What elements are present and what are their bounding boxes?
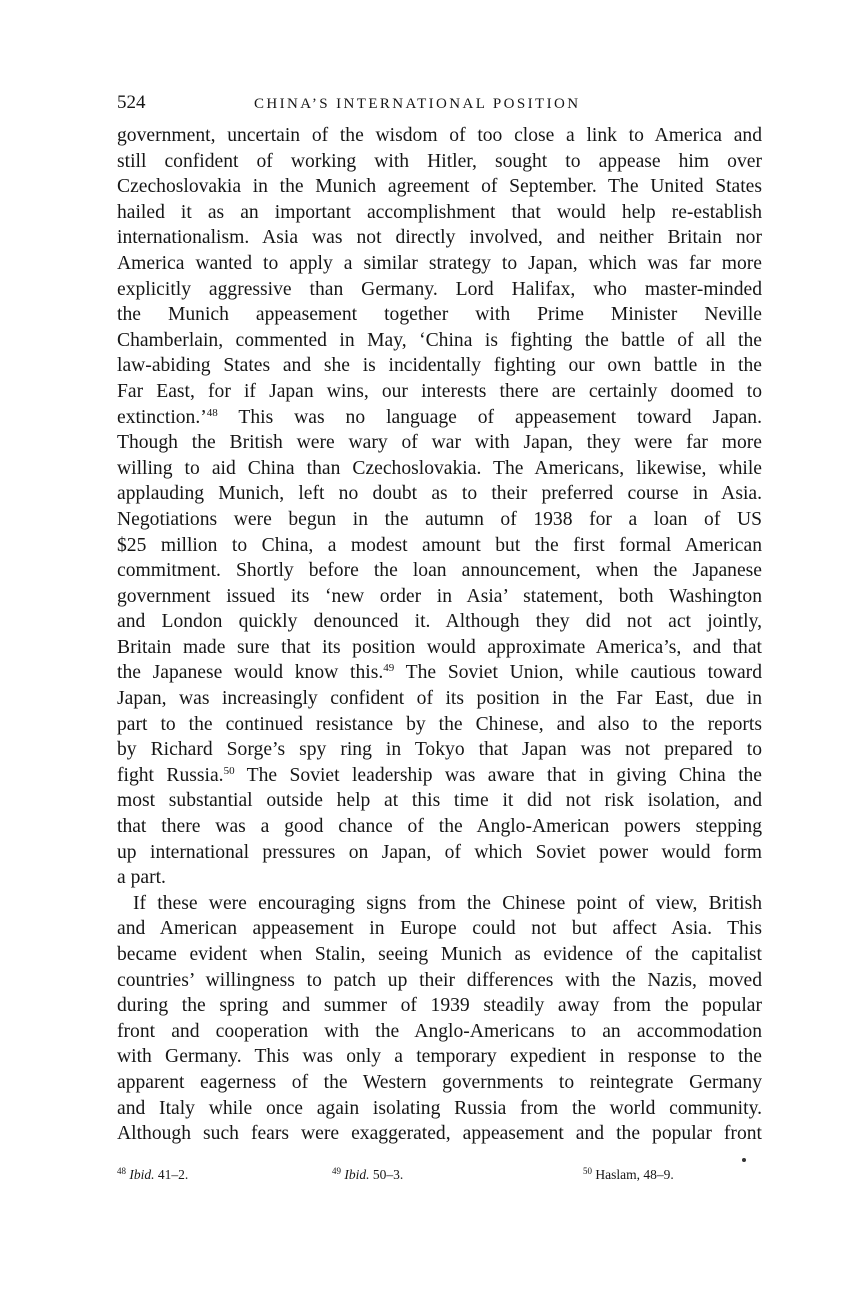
text-line — [117, 584, 762, 610]
text-line — [117, 430, 762, 456]
text-line — [117, 123, 762, 149]
text-line — [117, 302, 762, 328]
text-line-content: still confident of working with Hitler, sought to appease him over — [117, 150, 762, 172]
footnote-pages: Haslam, 48–9. — [595, 1167, 674, 1182]
text-line-content: the Japanese would know this. — [117, 662, 384, 684]
text-line-content: Although such fears were exaggerated, appeasement and the popular front — [117, 1123, 762, 1145]
footnotes — [117, 1166, 762, 1188]
text-line-content: by Richard Sorge’s spy ring in Tokyo that Japan was not prepared to — [117, 739, 762, 761]
text-line — [117, 712, 762, 738]
footnote-pages: 41–2. — [154, 1167, 189, 1182]
footnote-pages: 50–3. — [369, 1167, 404, 1182]
print-mark — [742, 1158, 746, 1162]
text-line-content: America wanted to apply a similar strategy to Japan, which was far more — [117, 252, 762, 274]
text-line-content: If these were encouraging signs from the Chinese point of view, British — [133, 892, 762, 914]
text-line — [117, 609, 762, 635]
text-line — [117, 558, 762, 584]
text-line-continuation: The Soviet leadership was aware that in giving China the — [234, 764, 762, 786]
text-line-content: Far East, for if Japan wins, our interests there are certainly doomed to — [117, 380, 762, 402]
text-line-content: that there was a good chance of the Anglo-American powers stepping — [117, 816, 762, 838]
text-line-content: extinction.’ — [117, 406, 207, 428]
text-line — [117, 277, 762, 303]
text-line — [117, 814, 762, 840]
footnote-49 — [332, 1166, 403, 1183]
text-line-content: hailed it as an important accomplishment that would help re-establish — [117, 201, 762, 223]
text-line-content: apparent eagerness of the Western governments to reintegrate Germany — [117, 1071, 762, 1093]
text-line-content: Japan, was increasingly confident of its position in the Far East, due in — [117, 688, 762, 710]
footnote-source: Ibid. — [129, 1167, 155, 1182]
text-line-continuation: This was no language of appeasement toward Japan. — [217, 406, 762, 428]
text-line-continuation: The Soviet Union, while cautious toward — [394, 662, 762, 684]
text-line — [117, 1121, 762, 1147]
footnote-number: 48 — [117, 1166, 126, 1176]
text-line — [117, 1044, 762, 1070]
text-line — [117, 891, 762, 917]
footnote-number: 50 — [583, 1166, 592, 1176]
text-line — [117, 737, 762, 763]
footnote-marker: 49 — [383, 662, 395, 675]
text-line — [117, 507, 762, 533]
text-line-content: during the spring and summer of 1939 steadily away from the popular — [117, 995, 762, 1017]
text-line-content: commitment. Shortly before the loan announcement, when the Japanese — [117, 560, 762, 582]
text-line — [117, 174, 762, 200]
text-line-content: Britain made sure that its position would approximate America’s, and that — [117, 636, 762, 658]
text-line-content: explicitly aggressive than Germany. Lord Halifax, who master-minded — [117, 278, 762, 300]
text-line-content: a part. — [117, 867, 166, 889]
text-line — [117, 993, 762, 1019]
text-line — [117, 481, 762, 507]
text-line — [117, 328, 762, 354]
footnote-50 — [583, 1166, 674, 1183]
footnote-source: Ibid. — [344, 1167, 370, 1182]
text-line-content: and Italy while once again isolating Russia from the world community. — [117, 1097, 762, 1119]
text-line — [117, 865, 762, 891]
footnote-number: 49 — [332, 1166, 341, 1176]
text-line-content: willing to aid China than Czechoslovakia. The Americans, likewise, while — [117, 457, 762, 479]
text-line — [117, 405, 762, 431]
running-head — [117, 90, 762, 116]
text-line-content: became evident when Stalin, seeing Munich as evidence of the capitalist — [117, 944, 762, 965]
footnote-marker: 50 — [223, 764, 235, 777]
text-line — [117, 1070, 762, 1096]
text-line — [117, 916, 762, 942]
text-line — [117, 968, 762, 994]
text-line-content: $25 million to China, a modest amount but the first formal American — [117, 534, 762, 556]
text-line — [117, 251, 762, 277]
text-line-content: internationalism. Asia was not directly involved, and neither Britain nor — [117, 227, 762, 249]
text-line-content: law-abiding States and she is incidentally fighting our own battle in the — [117, 355, 762, 377]
text-line-content: Negotiations were begun in the autumn of 1938 for a loan of US — [117, 508, 762, 530]
text-line-content: and American appeasement in Europe could not but affect Asia. This — [117, 918, 762, 940]
text-line-content: Chamberlain, commented in May, ‘China is fighting the battle of all the — [117, 329, 762, 351]
text-line — [117, 1096, 762, 1122]
text-line — [117, 149, 762, 175]
text-line — [117, 225, 762, 251]
text-line — [117, 840, 762, 866]
text-line — [117, 200, 762, 226]
text-line-content: and London quickly denounced it. Although they did not act jointly, — [117, 611, 762, 633]
text-line — [117, 788, 762, 814]
text-line — [117, 533, 762, 559]
text-line-content: with Germany. This was only a temporary expedient in response to the — [117, 1046, 762, 1068]
footnote-48 — [117, 1166, 188, 1183]
text-line-content: applauding Munich, left no doubt as to their preferred course in Asia. — [117, 483, 762, 505]
page-number: 524 — [117, 92, 146, 113]
text-line — [117, 660, 762, 686]
text-line-content: government, uncertain of the wisdom of too close a link to America and — [117, 125, 762, 146]
text-line-content: front and cooperation with the Anglo-Americans to an accommodation — [117, 1020, 762, 1042]
text-line — [117, 379, 762, 405]
text-line-content: countries’ willingness to patch up their differences with the Nazis, moved — [117, 969, 762, 991]
body-text — [117, 123, 762, 1147]
running-title: CHINA’S INTERNATIONAL POSITION — [254, 96, 581, 112]
text-line — [117, 635, 762, 661]
text-line-content: the Munich appeasement together with Prime Minister Neville — [117, 304, 762, 326]
text-line-content: up international pressures on Japan, of which Soviet power would form — [117, 841, 762, 863]
footnote-marker: 48 — [206, 406, 218, 419]
text-line-content: part to the continued resistance by the Chinese, and also to the reports — [117, 713, 762, 735]
text-line-content: government issued its ‘new order in Asia’ statement, both Washington — [117, 585, 762, 607]
text-line-content: most substantial outside help at this time it did not risk isolation, and — [117, 790, 762, 812]
text-line — [117, 942, 762, 968]
text-line-content: fight Russia. — [117, 764, 224, 786]
text-line — [117, 1019, 762, 1045]
text-line — [117, 456, 762, 482]
text-line-content: Though the British were wary of war with Japan, they were far more — [117, 432, 762, 454]
text-line — [117, 686, 762, 712]
text-line — [117, 353, 762, 379]
text-line — [117, 763, 762, 789]
text-line-content: Czechoslovakia in the Munich agreement of September. The United States — [117, 176, 762, 198]
